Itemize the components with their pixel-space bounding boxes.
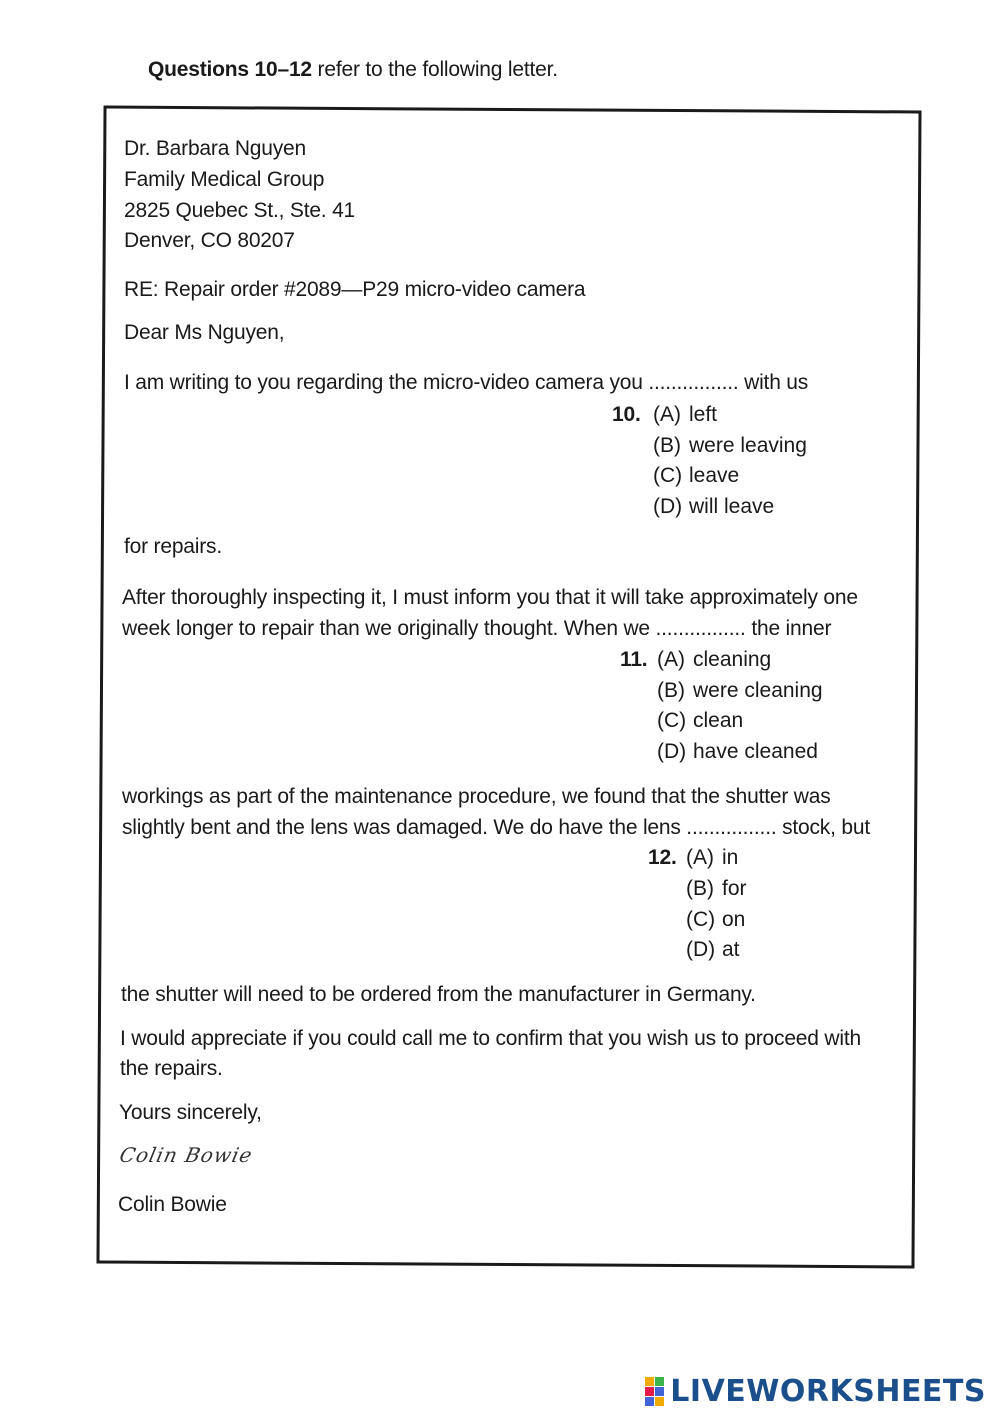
option-text: left [689, 403, 718, 426]
option-text: have cleaned [693, 740, 818, 763]
paragraph-line: slightly bent and the lens was damaged. We do have the lens ................ stock, but [122, 816, 870, 839]
paragraph-line: I am writing to you regarding the micro-video camera you ................ with us [124, 371, 809, 394]
option-text: clean [693, 709, 744, 732]
paragraph-line: workings as part of the maintenance procedure, we found that the shutter was [122, 785, 831, 808]
address-line: Dr. Barbara Nguyen [124, 137, 306, 160]
option-text: on [722, 908, 746, 931]
answer-option[interactable] [653, 400, 717, 430]
option-label: (A) [686, 846, 714, 869]
salutation: Dear Ms Nguyen, [124, 321, 285, 344]
address-line: Denver, CO 80207 [124, 229, 295, 252]
question-number: 10. [612, 403, 641, 426]
liveworksheets-logo [645, 1374, 986, 1408]
paragraph-line: I would appreciate if you could call me to confirm that you wish us to proceed with [120, 1027, 861, 1050]
option-text: were cleaning [693, 679, 823, 702]
option-label: (D) [653, 495, 683, 518]
questions-instruction: refer to the following letter. [311, 58, 558, 81]
answer-option[interactable] [686, 905, 745, 935]
option-text: at [722, 938, 740, 961]
closing: Yours sincerely, [119, 1101, 262, 1124]
answer-option[interactable] [657, 645, 771, 675]
questions-range: Questions 10–12 [148, 58, 312, 81]
liveworksheets-wordmark: LIVEWORKSHEETS [670, 1373, 986, 1409]
option-label: (A) [653, 403, 681, 426]
answer-option[interactable] [686, 874, 747, 904]
address-line: Family Medical Group [124, 168, 325, 191]
option-text: were leaving [689, 434, 807, 457]
option-label: (B) [653, 434, 681, 457]
option-label: (D) [686, 938, 716, 961]
option-label: (C) [657, 709, 687, 732]
handwritten-signature: Colin Bowie [117, 1143, 256, 1167]
questions-header [148, 58, 558, 82]
answer-option[interactable] [653, 431, 807, 461]
paragraph-line: After thoroughly inspecting it, I must inform you that it will take approximately one [122, 586, 858, 609]
option-label: (C) [686, 908, 716, 931]
option-text: cleaning [693, 648, 772, 671]
answer-option[interactable] [686, 843, 738, 873]
liveworksheets-mark-icon [645, 1377, 664, 1406]
answer-option[interactable] [653, 492, 774, 522]
answer-option[interactable] [653, 461, 739, 491]
answer-option[interactable] [657, 706, 743, 736]
paragraph-line: the repairs. [120, 1057, 223, 1080]
option-text: in [722, 846, 739, 869]
question-number: 12. [648, 846, 677, 869]
option-text: leave [689, 464, 740, 487]
paragraph-line: for repairs. [124, 535, 222, 558]
answer-option[interactable] [657, 737, 818, 767]
option-label: (B) [686, 877, 714, 900]
question-number: 11. [620, 648, 648, 671]
option-text: will leave [689, 495, 775, 518]
signer-name: Colin Bowie [118, 1193, 227, 1216]
answer-option[interactable] [686, 935, 740, 965]
option-label: (A) [657, 648, 685, 671]
paragraph-line: the shutter will need to be ordered from the manufacturer in Germany. [121, 983, 756, 1006]
option-label: (D) [657, 740, 687, 763]
answer-option[interactable] [657, 676, 823, 706]
option-text: for [722, 877, 747, 900]
address-line: 2825 Quebec St., Ste. 41 [124, 199, 356, 222]
option-label: (B) [657, 679, 685, 702]
option-label: (C) [653, 464, 683, 487]
paragraph-line: week longer to repair than we originally thought. When we ................ the inner [122, 617, 832, 640]
re-line: RE: Repair order #2089—P29 micro-video camera [124, 278, 586, 301]
